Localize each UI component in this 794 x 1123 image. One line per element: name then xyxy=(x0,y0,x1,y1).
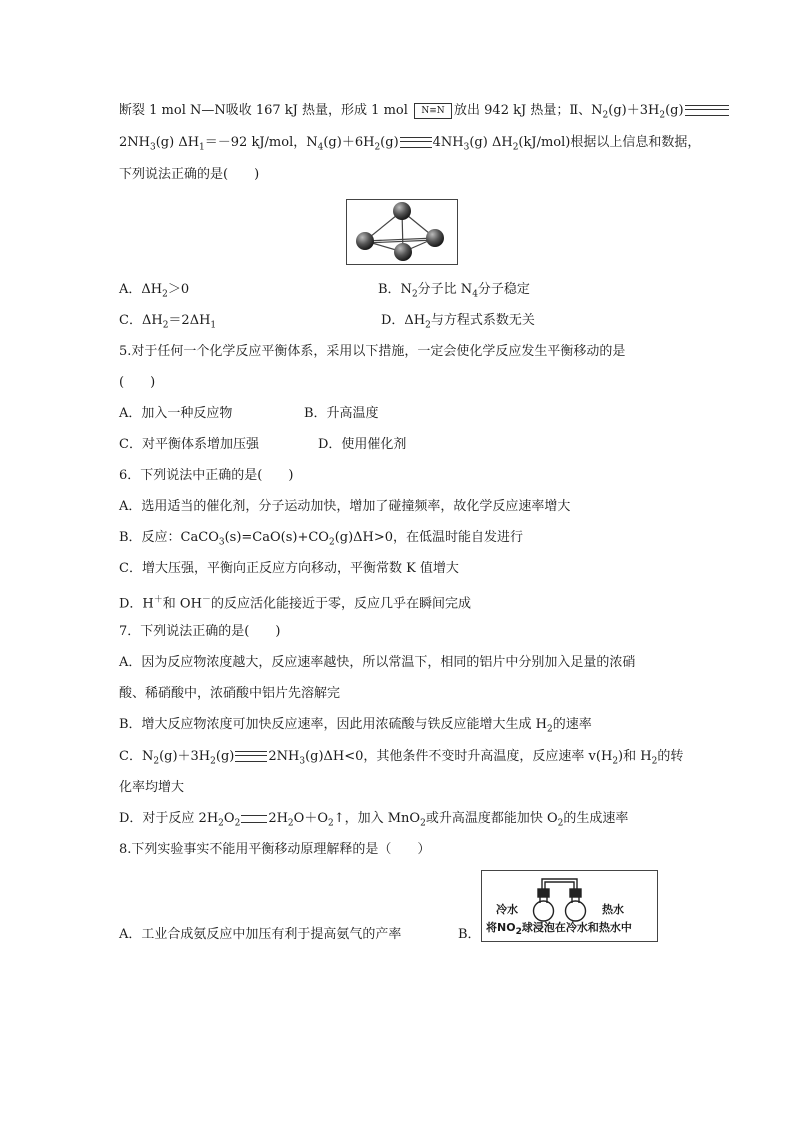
text: C．ΔH xyxy=(119,313,163,328)
q6-option-a: A．选用适当的催化剂，分子运动加快，增加了碰撞频率，故化学反应速率增大 xyxy=(119,499,571,514)
q6-stem: 6．下列说法中正确的是( ) xyxy=(119,468,294,483)
sub: 2 xyxy=(557,818,564,829)
text: 的生成速率 xyxy=(563,811,629,826)
sub: 3 xyxy=(218,537,225,548)
hot-water-label: 热水 xyxy=(602,903,624,916)
text: D．ΔH xyxy=(381,313,426,328)
text: 与方程式系数无关 xyxy=(430,313,535,328)
text: 放出 942 kJ 热量；Ⅱ、N xyxy=(454,103,603,118)
sub: 4 xyxy=(317,142,324,153)
equilibrium-sign xyxy=(400,137,432,148)
text: (g)ΔH<0，其他条件不变时升高温度，反应速率 v(H xyxy=(305,749,613,764)
text: B．N xyxy=(378,282,412,297)
q7-option-a-line2: 酸、稀硝酸中，浓硝酸中铝片先溶解完 xyxy=(119,686,341,701)
equilibrium-sign xyxy=(685,105,729,116)
q4-option-c xyxy=(119,311,216,336)
text: 的速率 xyxy=(552,717,592,732)
q7-option-c-line2: 化率均增大 xyxy=(119,780,185,795)
q5-option-c: C．对平衡体系增加压强 xyxy=(119,437,259,452)
text: O＋O xyxy=(293,811,328,826)
sub: 2 xyxy=(162,320,169,331)
q5-option-b: B．升高温度 xyxy=(304,406,379,421)
text: (s)=CaO(s)+CO xyxy=(224,530,329,545)
sub: 2 xyxy=(425,320,431,331)
sub: 2 xyxy=(287,818,294,829)
text: ↑，加入 MnO xyxy=(333,811,421,826)
n-triple-bond-box xyxy=(414,103,452,119)
text: D．H xyxy=(119,596,154,612)
sub: 2 xyxy=(612,756,619,767)
sub: 2 xyxy=(547,724,553,735)
text: 分子比 N xyxy=(417,282,473,297)
sub: 1 xyxy=(199,142,205,153)
sub: 2 xyxy=(327,818,334,829)
q4-option-b xyxy=(378,280,530,305)
n4-molecule-figure xyxy=(346,199,458,265)
q4-stem-line1 xyxy=(119,101,730,126)
text: 或升高温度都能加快 O xyxy=(425,811,558,826)
text: (g) ΔH xyxy=(469,135,513,150)
text: (g)＋6H xyxy=(323,135,375,150)
q7-option-c-line1 xyxy=(119,747,683,772)
sub: 3 xyxy=(299,756,306,767)
sub: 3 xyxy=(149,142,156,153)
text: 将NO xyxy=(486,920,516,934)
atom xyxy=(426,229,444,247)
flask-caption xyxy=(486,919,632,937)
sub: 3 xyxy=(463,142,470,153)
q5-option-a: A．加入一种反应物 xyxy=(119,406,233,421)
sub: 1 xyxy=(210,320,217,331)
text: 2NH xyxy=(119,135,150,150)
text: ＝－92 kJ/mol，N xyxy=(204,135,318,150)
text: B．反应：CaCO xyxy=(119,530,219,545)
sub: 2 xyxy=(602,110,609,121)
text: ＝2ΔH xyxy=(168,313,211,328)
text: (kJ/mol)根据以上信息和数据， xyxy=(518,135,701,150)
q4-stem-line2 xyxy=(119,133,700,158)
q7-option-a-line1: A．因为反应物浓度越大，反应速率越快，所以常温下，相同的铝片中分别加入足量的浓硝 xyxy=(119,655,636,670)
sub: 2 xyxy=(659,110,666,121)
sub: 2 xyxy=(515,927,522,937)
sub: 4 xyxy=(472,289,478,300)
text: 的反应活化能接近于零，反应几乎在瞬间完成 xyxy=(210,596,471,612)
sub: 2 xyxy=(234,818,241,829)
text: D．对于反应 2H xyxy=(119,811,219,826)
text: C．N xyxy=(119,749,154,764)
sup: ＋ xyxy=(153,595,163,605)
q7-stem: 7．下列说法正确的是( ) xyxy=(119,624,281,639)
no2-flask-figure xyxy=(481,870,658,942)
text: 和 OH xyxy=(162,596,202,612)
q6-option-d xyxy=(119,590,471,614)
text: A．ΔH xyxy=(119,282,163,297)
text: 分子稳定 xyxy=(477,282,530,297)
q8-option-a: A．工业合成氨反应中加压有利于提高氨气的产率 xyxy=(119,927,402,942)
q6-option-b xyxy=(119,528,523,553)
q4-option-d xyxy=(381,311,535,336)
n-triple-bond-text: N≡N xyxy=(421,105,445,116)
q4-question: 下列说法正确的是( ) xyxy=(119,167,260,182)
q7-option-d xyxy=(119,809,628,834)
reaction-sign xyxy=(241,815,267,823)
text: 2H xyxy=(268,811,288,826)
atom xyxy=(393,202,411,220)
q8-option-b-label: B． xyxy=(458,927,481,942)
sub: 2 xyxy=(420,818,426,829)
text: O xyxy=(223,811,235,826)
text: B．增大反应物浓度可加快反应速率，因此用浓硫酸与铁反应能增大生成 H xyxy=(119,717,548,732)
sub: 2 xyxy=(411,289,418,300)
text: (g)＋3H xyxy=(608,103,660,118)
text: (g) xyxy=(215,749,235,764)
text: 2NH xyxy=(268,749,300,764)
sub: 2 xyxy=(153,756,160,767)
q5-paren: ( ) xyxy=(119,375,156,390)
sub: 2 xyxy=(328,537,335,548)
sub: 2 xyxy=(218,818,224,829)
sub: 2 xyxy=(210,756,216,767)
text: (g) xyxy=(380,135,399,150)
text: (g)ΔH>0，在低温时能自发进行 xyxy=(334,530,524,545)
text: )和 H xyxy=(618,749,652,764)
q8-stem: 8.下列实验事实不能用平衡移动原理解释的是（ ） xyxy=(119,842,431,857)
q5-stem: 5.对于任何一个化学反应平衡体系，采用以下措施，一定会使化学反应发生平衡移动的是 xyxy=(119,344,626,359)
text: 断裂 1 mol N—N吸收 167 kJ 热量，形成 1 mol xyxy=(119,103,413,118)
text: ＞0 xyxy=(167,282,190,297)
text: 4NH xyxy=(432,135,464,150)
cold-water-label: 冷水 xyxy=(496,903,518,916)
text: 的转 xyxy=(657,749,684,764)
text: 球浸泡在冷水和热水中 xyxy=(521,920,632,934)
sub: 2 xyxy=(374,142,381,153)
text: (g) ΔH xyxy=(155,135,200,150)
sub: 2 xyxy=(651,756,658,767)
q4-option-a xyxy=(119,280,189,305)
q5-option-d: D．使用催化剂 xyxy=(318,437,407,452)
sup: － xyxy=(201,595,211,605)
equilibrium-sign xyxy=(235,751,267,762)
sub: 2 xyxy=(162,289,168,300)
q7-option-b xyxy=(119,715,592,740)
q6-option-c: C．增大压强，平衡向正反应方向移动，平衡常数 K 值增大 xyxy=(119,561,459,576)
sub: 2 xyxy=(512,142,519,153)
atom xyxy=(356,232,374,250)
n4-molecule-drawing xyxy=(347,200,457,264)
text: (g) xyxy=(665,103,684,118)
atom xyxy=(394,243,412,261)
text: (g)＋3H xyxy=(159,749,211,764)
